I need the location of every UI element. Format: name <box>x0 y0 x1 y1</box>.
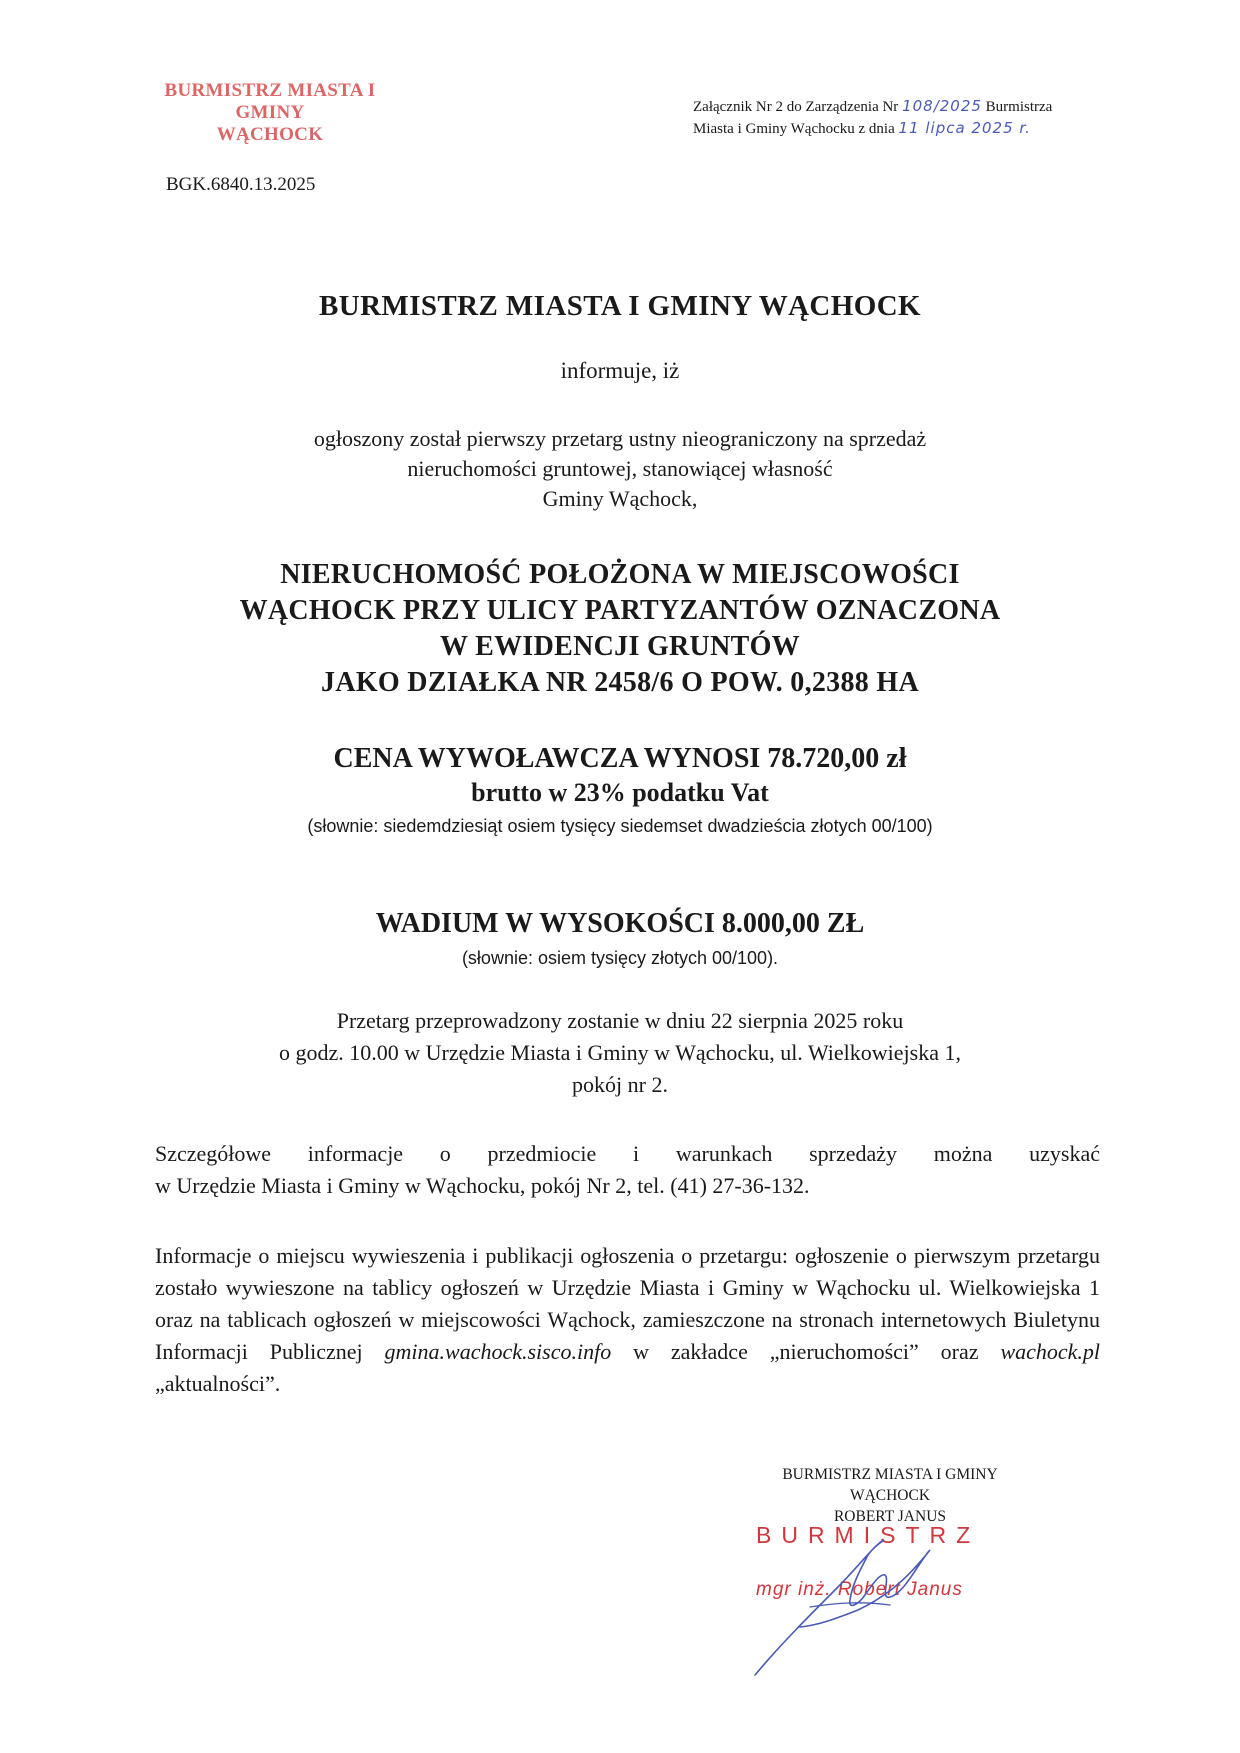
website-link[interactable]: wachock.pl <box>1000 1339 1101 1364</box>
bip-link[interactable]: gmina.wachock.sisco.info <box>384 1339 612 1364</box>
starting-price <box>150 742 1090 810</box>
auction-date-line1: Przetarg przeprowadzony zostanie w dniu 22 sierpnia 2025 roku <box>336 1008 904 1033</box>
attachment-date: 11 lipca 2025 r. <box>898 119 1031 137</box>
auction-date-line2: o godz. 10.00 w Urzędzie Miasta i Gminy w Wąchocku, ul. Wielkowiejska 1, <box>279 1040 961 1065</box>
details-paragraph <box>155 1138 1100 1202</box>
property-description <box>150 557 1090 701</box>
deposit-in-words: (słownie: osiem tysięcy złotych 00/100). <box>461 948 779 968</box>
intro-line2: nieruchomości gruntowej, stanowiącej własność <box>407 456 833 481</box>
price-line1: CENA WYWOŁAWCZA WYNOSI 78.720,00 zł <box>333 743 907 774</box>
reference-number: BGK.6840.13.2025 <box>166 174 316 195</box>
details-line1: Szczegółowe informacje o przedmiocie i warunkach sprzedaży można uzyskać <box>155 1141 1100 1166</box>
signature-line1: BURMISTRZ MIASTA I GMINY <box>782 1466 998 1483</box>
deposit-title: WADIUM W WYSOKOŚCI 8.000,00 ZŁ <box>375 908 865 939</box>
publication-info-text-3: „aktualności”. <box>155 1371 281 1396</box>
office-stamp <box>130 80 410 146</box>
attachment-note <box>693 96 1173 140</box>
signature-line3: ROBERT JANUS <box>833 1508 947 1525</box>
property-line1: NIERUCHOMOŚĆ POŁOŻONA W MIEJSCOWOŚCI <box>280 559 960 590</box>
intro-line1: ogłoszony został pierwszy przetarg ustny nieograniczony na sprzedaż <box>313 426 927 451</box>
property-line4: JAKO DZIAŁKA NR 2458/6 O POW. 0,2388 HA <box>321 667 919 698</box>
attachment-line2-prefix: Miasta i Gminy Wąchocku z dnia <box>693 121 895 137</box>
price-line2: brutto w 23% podatku Vat <box>471 778 769 807</box>
property-line2: WĄCHOCK PRZY ULICY PARTYZANTÓW OZNACZONA <box>239 595 1001 626</box>
intro-paragraph <box>150 424 1090 514</box>
informuje-text: informuje, iż <box>560 358 680 383</box>
attachment-order-number: 108/2025 <box>902 97 982 115</box>
signature-stamp-title: BURMISTRZ <box>756 1522 981 1548</box>
auction-date-info <box>150 1005 1090 1101</box>
attachment-line1-prefix: Załącznik Nr 2 do Zarządzenia Nr <box>693 99 899 115</box>
attachment-line1-suffix: Burmistrza <box>985 99 1053 115</box>
publication-info-text: Informacje o miejscu wywieszenia i publikacji ogłoszenia o przetargu: ogłoszenie o pierwszym przetargu zostało wywieszone na tablicy ogłoszeń w Urzędzie Miasta i Gminy w Wąchocku ul. Wielkowiejska 1 oraz na tablicach ogłoszeń w miejscowości Wąchock, zamieszczone na stronach internetowych Biuletynu Informacji Publicznej <box>155 1243 1100 1364</box>
signature-stamp-name: mgr inż. Robert Janus <box>756 1579 963 1600</box>
details-line2: w Urzędzie Miasta i Gminy w Wąchocku, pokój Nr 2, tel. (41) 27-36-132. <box>155 1173 810 1198</box>
auction-date-line3: pokój nr 2. <box>572 1072 668 1097</box>
publication-info-text-2: w zakładce „nieruchomości” oraz <box>633 1339 979 1364</box>
office-stamp-line1: BURMISTRZ MIASTA I GMINY <box>164 80 376 123</box>
price-in-words: (słownie: siedemdziesiąt osiem tysięcy siedemset dwadzieścia złotych 00/100) <box>307 816 933 836</box>
office-stamp-line2: WĄCHOCK <box>216 124 324 145</box>
publication-info-paragraph <box>155 1240 1100 1400</box>
property-line3: W EWIDENCJI GRUNTÓW <box>440 631 800 662</box>
page-title: BURMISTRZ MIASTA I GMINY WĄCHOCK <box>319 290 921 322</box>
signature-line2: WĄCHOCK <box>849 1487 931 1504</box>
intro-line3: Gminy Wąchock, <box>542 486 698 511</box>
handwritten-signature <box>740 1515 980 1685</box>
